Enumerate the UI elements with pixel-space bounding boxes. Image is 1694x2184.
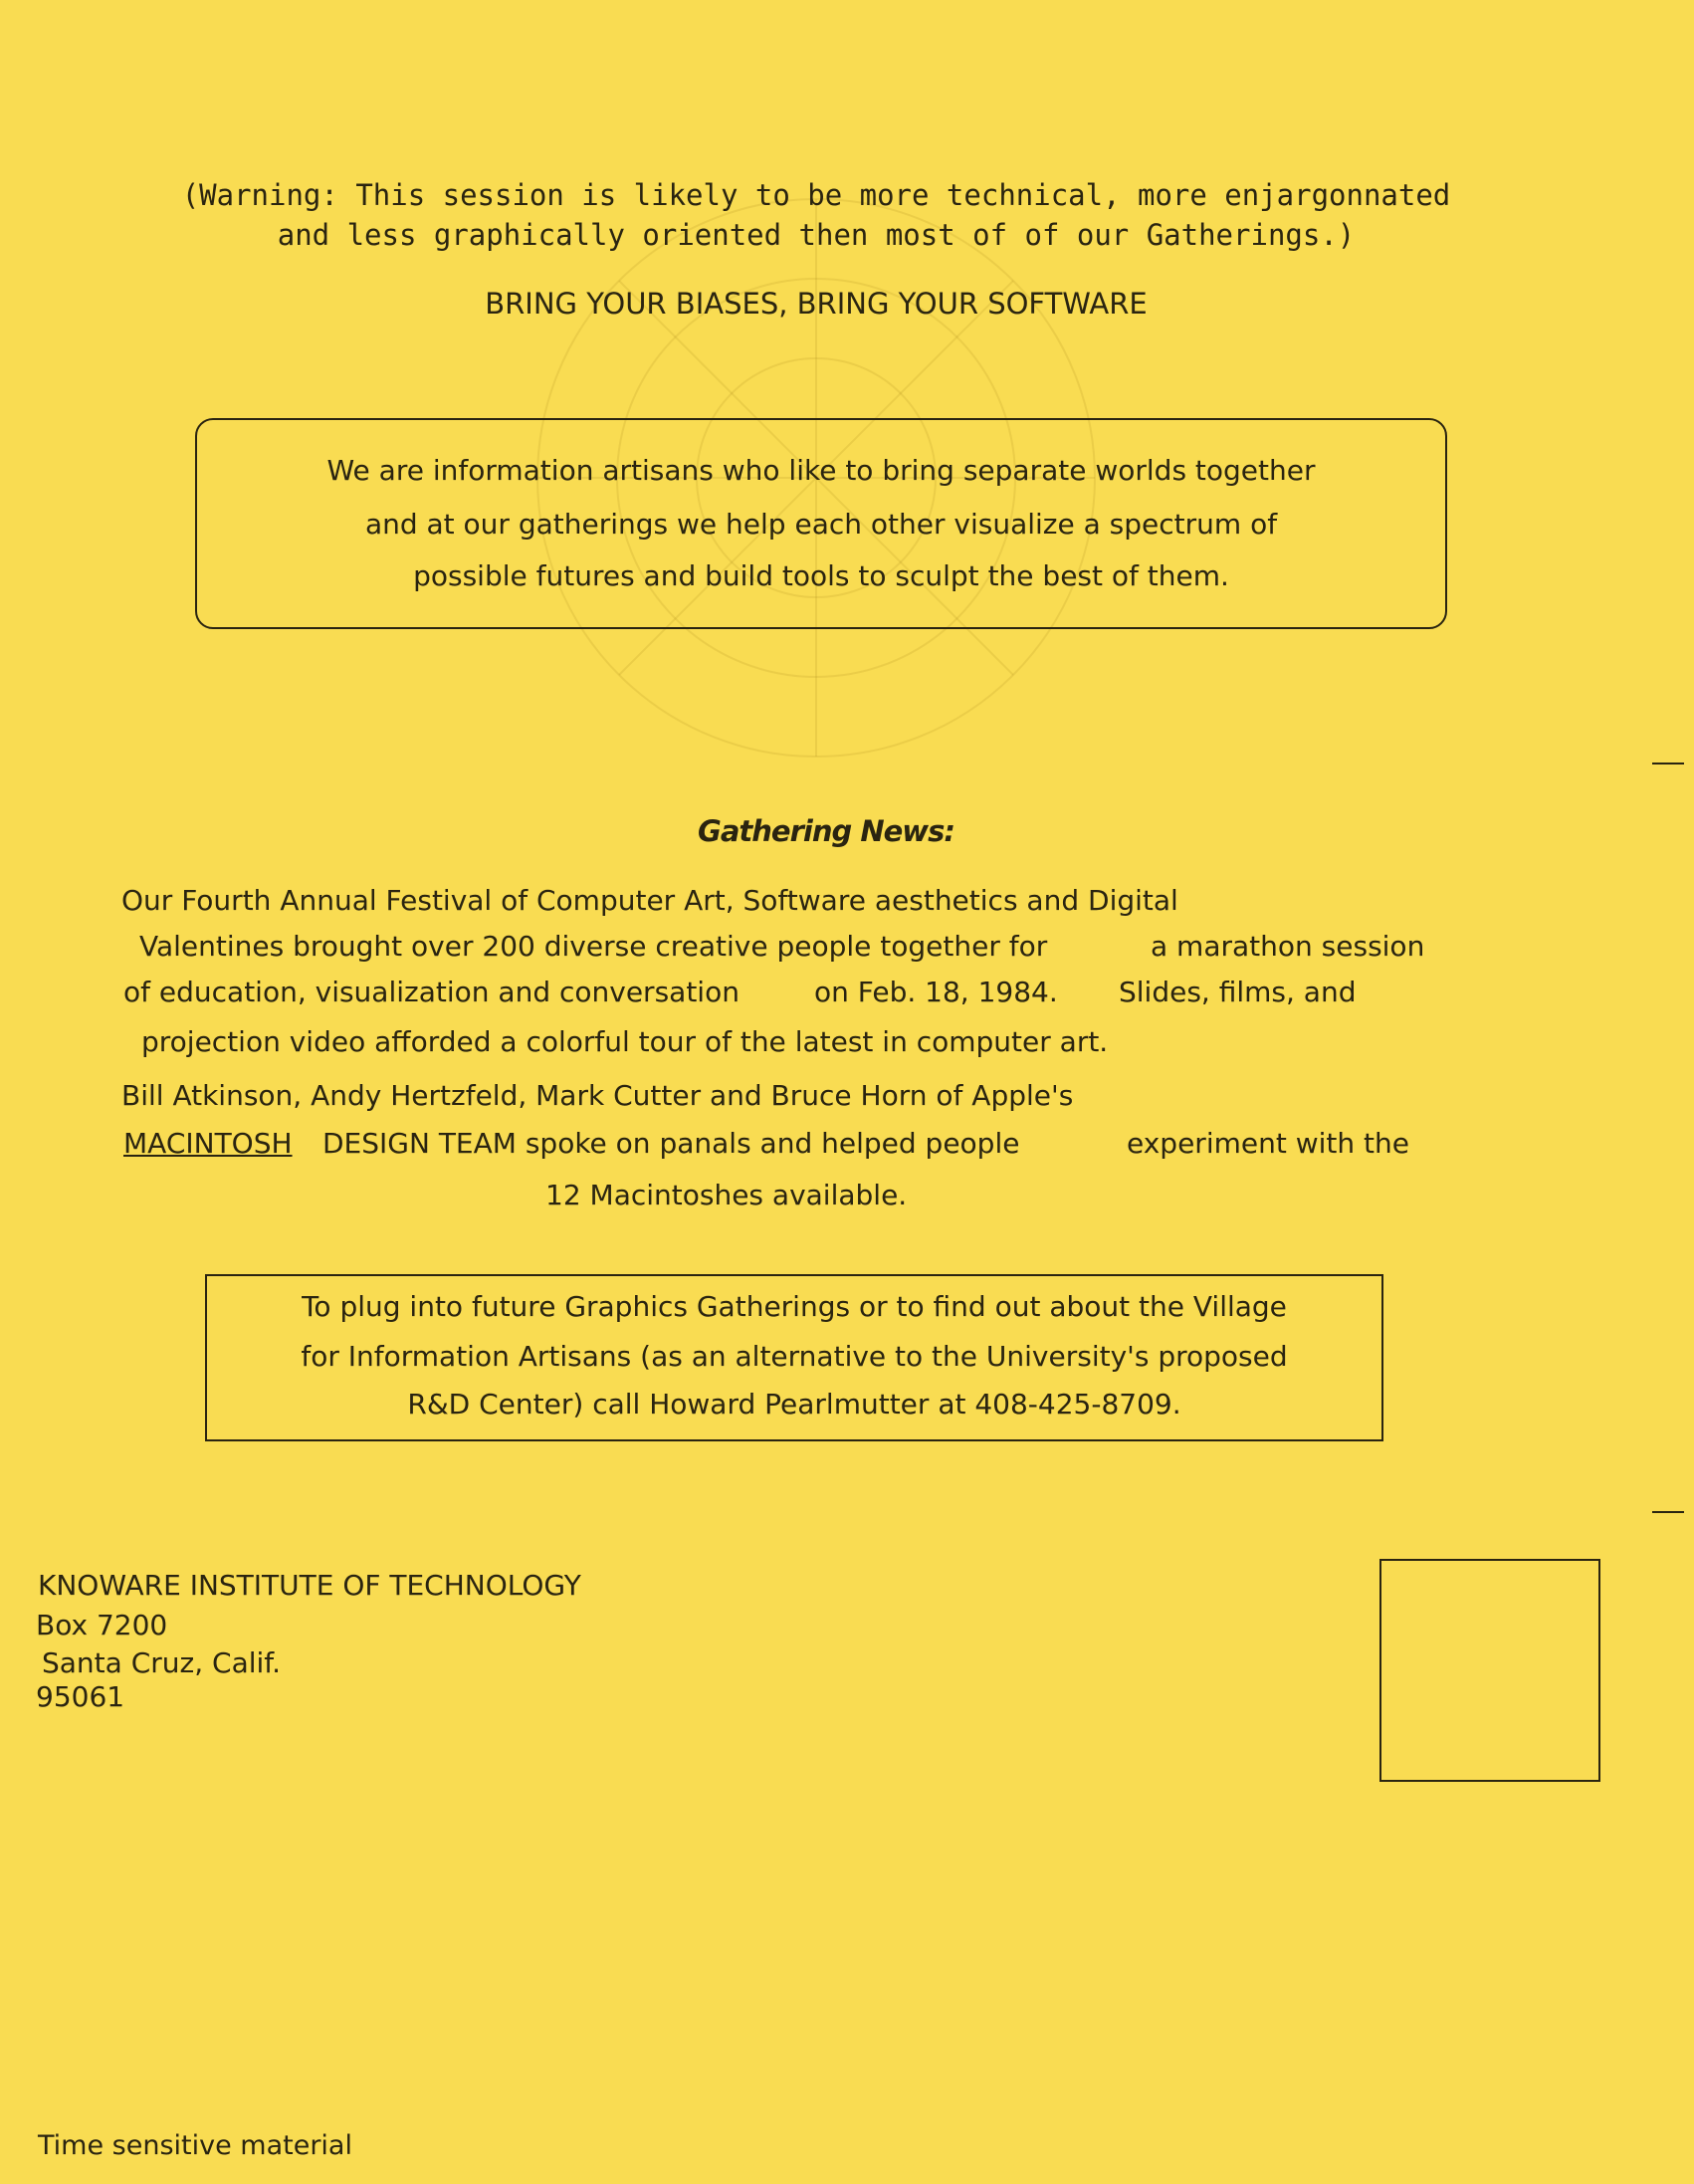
warning-line-1: (Warning: This session is likely to be more technical, more enjargonnated bbox=[181, 178, 1451, 212]
stamp-placeholder-box bbox=[1379, 1559, 1600, 1782]
plug-line-2: for Information Artisans (as an alternative to the University's proposed bbox=[301, 1340, 1288, 1373]
artisans-line-2: and at our gatherings we help each other visualize a spectrum of bbox=[364, 508, 1278, 541]
warning-line-2: and less graphically oriented then most of of our Gatherings.) bbox=[277, 218, 1356, 252]
contact-info-box bbox=[205, 1274, 1383, 1441]
news-line-12: 12 Macintoshes available. bbox=[545, 1179, 908, 1211]
news-line-7: projection video afforded a colorful tour of the latest in computer art. bbox=[141, 1025, 1109, 1058]
news-line-1: Our Fourth Annual Festival of Computer Art, Software aesthetics and Digital bbox=[121, 884, 1178, 917]
address-org: KNOWARE INSTITUTE OF TECHNOLOGY bbox=[38, 1569, 581, 1602]
gathering-news-title: Gathering News: bbox=[698, 814, 954, 848]
warning-note bbox=[149, 175, 1483, 255]
news-macintosh-underlined: MACINTOSH bbox=[123, 1127, 293, 1160]
plug-line-3: R&D Center) call Howard Pearlmutter at 408-425-8709. bbox=[407, 1388, 1181, 1420]
plug-line-1: To plug into future Graphics Gatherings or to find out about the Village bbox=[302, 1290, 1287, 1323]
fold-mark-upper bbox=[1652, 763, 1684, 764]
news-line-6: Slides, films, and bbox=[1119, 976, 1357, 1008]
address-city: Santa Cruz, Calif. bbox=[42, 1646, 282, 1679]
address-zip: 95061 bbox=[36, 1680, 125, 1713]
news-line-10: DESIGN TEAM spoke on panals and helped people bbox=[322, 1127, 1020, 1160]
artisans-statement-box bbox=[195, 418, 1447, 629]
news-line-3: a marathon session bbox=[1151, 930, 1425, 963]
artisans-line-1: We are information artisans who like to bring separate worlds together bbox=[326, 454, 1316, 487]
news-line-2: Valentines brought over 200 diverse creative people together for bbox=[139, 930, 1048, 963]
news-line-8: Bill Atkinson, Andy Hertzfeld, Mark Cutter and Bruce Horn of Apple's bbox=[121, 1079, 1074, 1112]
news-line-5: on Feb. 18, 1984. bbox=[814, 976, 1058, 1008]
fold-mark-lower bbox=[1652, 1511, 1684, 1513]
news-line-4: of education, visualization and conversation bbox=[123, 976, 740, 1008]
address-box: Box 7200 bbox=[36, 1609, 168, 1641]
time-sensitive-label: Time sensitive material bbox=[38, 2130, 352, 2161]
news-line-11: experiment with the bbox=[1127, 1127, 1409, 1160]
artisans-line-3: possible futures and build tools to sculpt the best of them. bbox=[413, 559, 1229, 592]
bring-slogan: BRING YOUR BIASES, BRING YOUR SOFTWARE bbox=[485, 287, 1148, 321]
